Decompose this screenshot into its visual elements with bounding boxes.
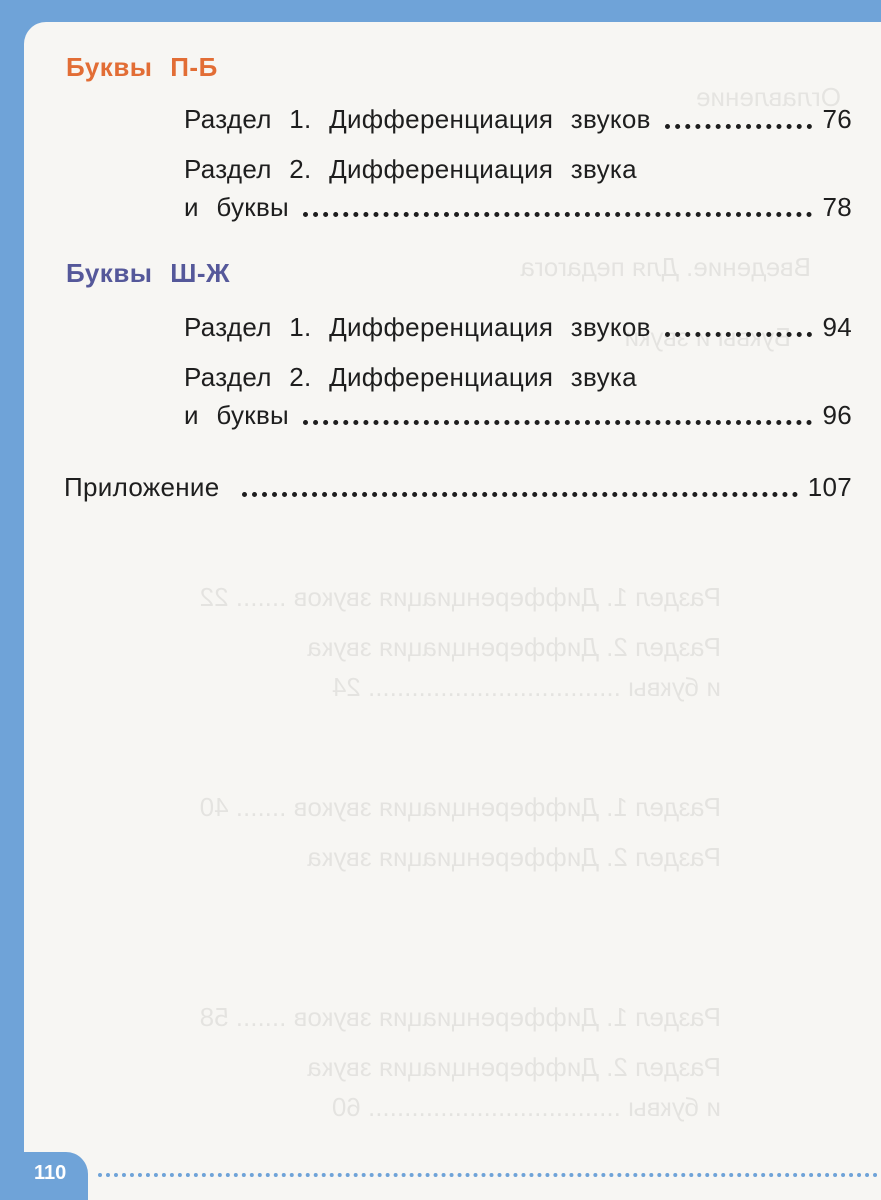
toc-entry-label: и буквы <box>184 192 290 222</box>
toc-page-number: 78 <box>822 192 852 222</box>
footer-dotted-rule <box>98 1173 878 1177</box>
dot-leader <box>665 124 813 129</box>
section-heading-sh-zh: Буквы Ш-Ж <box>66 258 231 288</box>
toc-entry-label: Раздел 1. Дифференциация звуков <box>184 312 651 342</box>
section-heading-p-b: Буквы П-Б <box>66 52 218 82</box>
toc-page-number: 76 <box>822 104 852 134</box>
dot-leader <box>303 420 812 425</box>
toc-entry-label: Раздел 1. Дифференциация звуков <box>184 104 651 134</box>
toc-entry-p-b-part-2-line-1[interactable]: Раздел 2. Дифференциация звука <box>184 154 637 184</box>
dot-leader <box>303 212 812 217</box>
page-number: 110 <box>34 1162 67 1184</box>
toc-entry-appendix[interactable] <box>64 472 852 503</box>
dot-leader <box>665 332 813 337</box>
toc-entry-sh-zh-part-2[interactable] <box>184 400 852 431</box>
toc-page-number: 94 <box>822 312 852 342</box>
toc-entry-label: и буквы <box>184 400 290 430</box>
document-page <box>24 22 881 1200</box>
toc-entry-sh-zh-part-1[interactable] <box>184 312 852 343</box>
toc-entry-label: Приложение <box>64 472 220 502</box>
dot-leader <box>242 492 798 497</box>
toc-page-number: 96 <box>822 400 852 430</box>
toc-entry-p-b-part-1[interactable] <box>184 104 852 135</box>
toc-entry-p-b-part-2[interactable] <box>184 192 852 223</box>
toc-entry-sh-zh-part-2-line-1[interactable]: Раздел 2. Дифференциация звука <box>184 362 637 392</box>
toc-page-number: 107 <box>807 472 852 502</box>
reverse-side-show-through: Оглавление Введение. Для педагога Буквы и звуки Раздел 1. Дифференциация звуков ....... 22 Раздел 2. Дифференциация звука и буквы ................................... 24 Раздел 1. Дифференциация звуков ....... 40 Раздел 2. Дифференциация звука Раздел 1. Дифференциация звуков ....... 58 Раздел 2. Дифференциация звука и буквы ................................... 60 <box>199 82 841 1122</box>
